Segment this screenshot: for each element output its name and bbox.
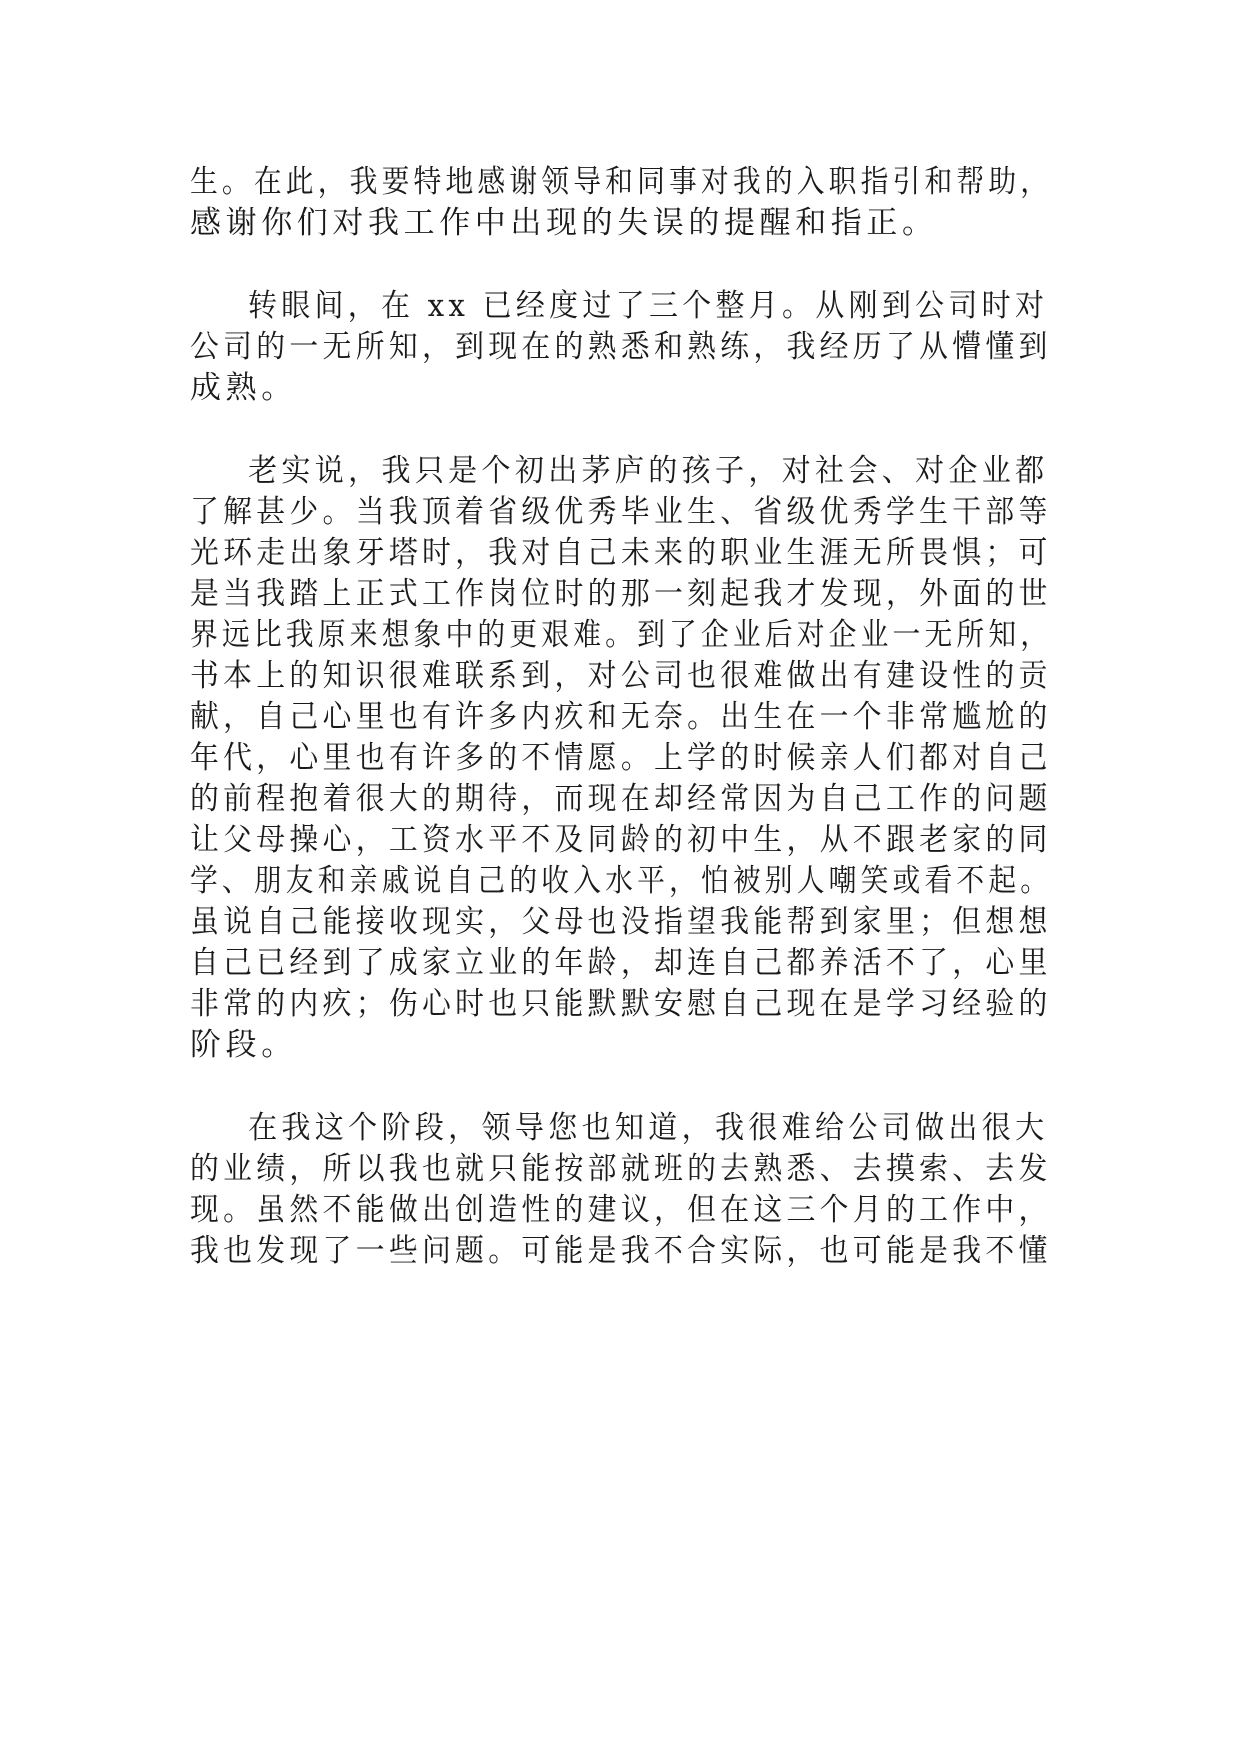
text-line: 让父母操心，工资水平不及同龄的初中生，从不跟老家的同 [190,822,1052,858]
text-line: 虽说自己能接收现实，父母也没指望我能帮到家里；但想想 [190,904,1052,940]
text-line: 了解甚少。当我顶着省级优秀毕业生、省级优秀学生干部等 [190,494,1052,530]
text-line: 的前程抱着很大的期待，而现在却经常因为自己工作的问题 [190,781,1052,817]
text-line: 阶段。 [190,1027,297,1063]
text-line: 书本上的知识很难联系到，对公司也很难做出有建设性的贡 [190,658,1052,694]
text-line: 自己已经到了成家立业的年龄，却连自己都养活不了，心里 [190,945,1052,981]
text-line: 现。虽然不能做出创造性的建议，但在这三个月的工作中， [190,1192,1052,1228]
text-line: 的业绩，所以我也就只能按部就班的去熟悉、去摸索、去发 [190,1151,1052,1187]
paragraph-3 [190,451,1052,1066]
text-line: 年代，心里也有许多的不情愿。上学的时候亲人们都对自己 [190,740,1052,776]
text-line: 公司的一无所知，到现在的熟悉和熟练，我经历了从懵懂到 [190,329,1052,365]
text-line: 是当我踏上正式工作岗位时的那一刻起我才发现，外面的世 [190,576,1052,612]
paragraph-2 [190,286,1052,409]
paragraph-4 [190,1108,1052,1272]
text-line: 成熟。 [190,370,297,406]
text-line: 光环走出象牙塔时，我对自己未来的职业生涯无所畏惧；可 [190,535,1052,571]
paragraph-1 [190,162,1052,244]
text-line: 学、朋友和亲戚说自己的收入水平，怕被别人嘲笑或看不起。 [190,863,1053,899]
text-line: 在我这个阶段，领导您也知道，我很难给公司做出很大 [248,1110,1049,1146]
document-body [190,162,1052,1272]
text-line: 献，自己心里也有许多内疚和无奈。出生在一个非常尴尬的 [190,699,1052,735]
text-line: 感谢你们对我工作中出现的失误的提醒和指正。 [190,205,938,241]
text-line: 非常的内疚；伤心时也只能默默安慰自己现在是学习经验的 [190,986,1052,1022]
text-line: 界远比我原来想象中的更艰难。到了企业后对企业一无所知， [190,617,1053,653]
text-line: 生。在此，我要特地感谢领导和同事对我的入职指引和帮助， [190,164,1053,200]
text-line: 我也发现了一些问题。可能是我不合实际，也可能是我不懂 [190,1233,1052,1269]
text-line: 老实说，我只是个初出茅庐的孩子，对社会、对企业都 [248,453,1049,489]
text-line: 转眼间，在 xx 已经度过了三个整月。从刚到公司时对 [247,288,1049,324]
